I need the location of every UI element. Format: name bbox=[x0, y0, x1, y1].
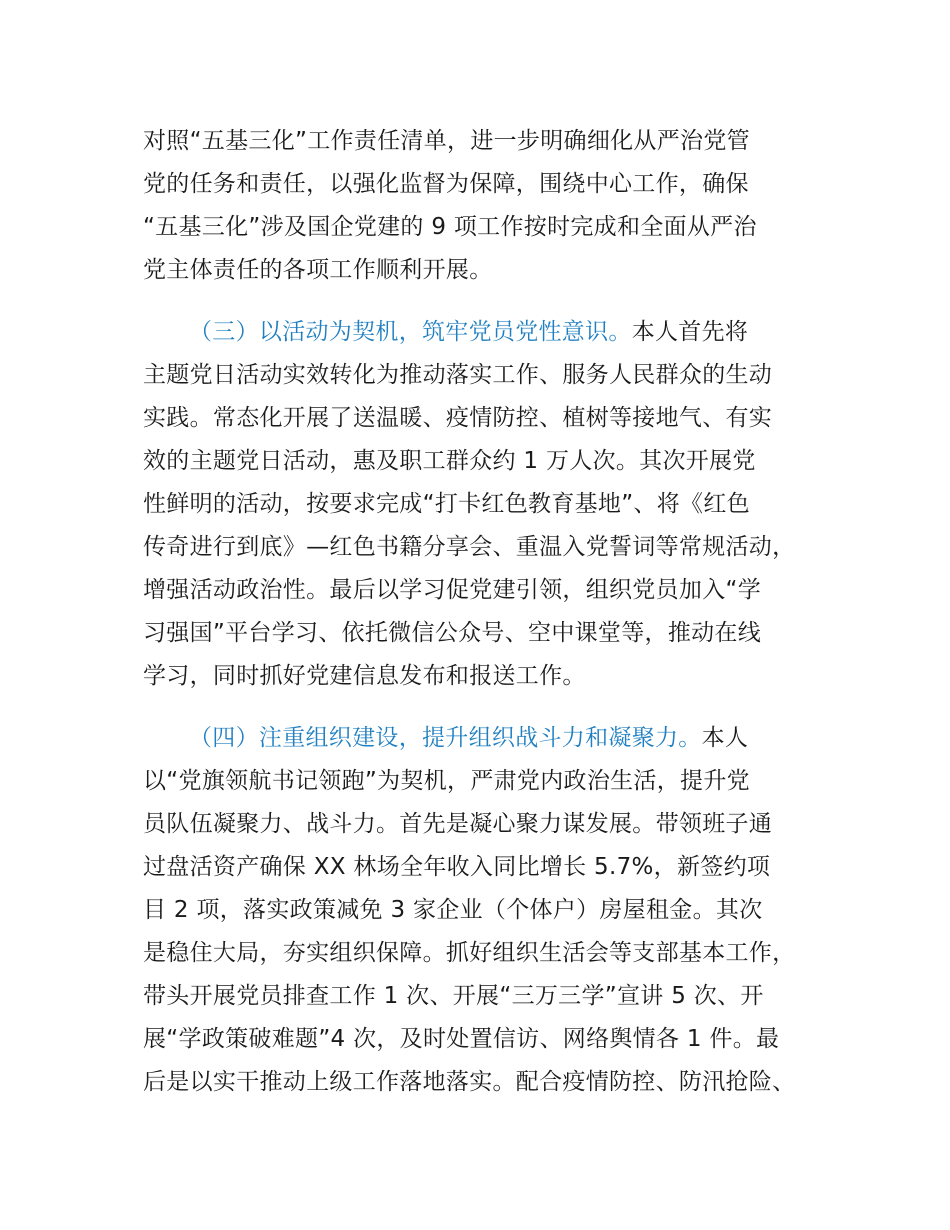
paragraph-2-line-5: 性鲜明的活动，按要求完成“打卡红色教育基地”、将《红色 bbox=[143, 491, 750, 517]
paragraph-2-line-2: 主题党日活动实效转化为推动落实工作、服务人民群众的生动 bbox=[143, 362, 773, 388]
paragraph-1-line-2: 党的任务和责任，以强化监督为保障，围绕中心工作，确保 bbox=[143, 171, 749, 197]
paragraph-3-lead-text: 本人 bbox=[701, 725, 749, 751]
paragraph-1-line-1: 对照“五基三化”工作责任清单，进一步明确细化从严治党管 bbox=[143, 128, 750, 154]
section-heading-4: （四）注重组织建设，提升组织战斗力和凝聚力。 bbox=[189, 725, 702, 751]
paragraph-3-line-8: 展“学政策破难题”4 次，及时处置信访、网络舆情各 1 件。最 bbox=[143, 1026, 780, 1052]
paragraph-3-line-9: 后是以实干推动上级工作落地落实。配合疫情防控、防汛抢险、 bbox=[143, 1069, 796, 1095]
paragraph-2-line-9: 学习，同时抓好党建信息发布和报送工作。 bbox=[143, 663, 586, 689]
paragraph-2-line-7: 增强活动政治性。最后以学习促党建引领，组织党员加入“学 bbox=[143, 577, 762, 603]
paragraph-2-lead-text: 本人首先将 bbox=[631, 319, 749, 345]
paragraph-2-line-4: 效的主题党日活动，惠及职工群众约 1 万人次。其次开展党 bbox=[143, 448, 756, 474]
paragraph-3-line-6: 是稳住大局，夯实组织保障。抓好组织生活会等支部基本工作， bbox=[143, 940, 796, 966]
paragraph-1-line-4: 党主体责任的各项工作顺利开展。 bbox=[143, 257, 493, 283]
paragraph-1-line-3: “五基三化”涉及国企党建的 9 项工作按时完成和全面从严治 bbox=[143, 214, 757, 240]
section-heading-3: （三）以活动为契机，筑牢党员党性意识。 bbox=[189, 319, 632, 345]
paragraph-3-line-7: 带头开展党员排查工作 1 次、开展“三万三学”宣讲 5 次、开 bbox=[143, 983, 764, 1009]
paragraph-3-line-4: 过盘活资产确保 XX 林场全年收入同比增长 5.7%，新签约项 bbox=[143, 854, 771, 880]
paragraph-2-line-6: 传奇进行到底》—红色书籍分享会、重温入党誓词等常规活动， bbox=[143, 534, 796, 560]
paragraph-2-line-1 bbox=[143, 317, 843, 347]
paragraph-2-line-8: 习强国”平台学习、依托微信公众号、空中课堂等，推动在线 bbox=[143, 620, 762, 646]
paragraph-3-line-1 bbox=[143, 723, 843, 753]
paragraph-3-line-5: 目 2 项，落实政策减免 3 家企业（个体户）房屋租金。其次 bbox=[143, 897, 763, 923]
paragraph-3-line-2: 以“党旗领航书记领跑”为契机，严肃党内政治生活，提升党 bbox=[143, 768, 750, 794]
paragraph-2-line-3: 实践。常态化开展了送温暖、疫情防控、植树等接地气、有实 bbox=[143, 405, 773, 431]
paragraph-3-line-3: 员队伍凝聚力、战斗力。首先是凝心聚力谋发展。带领班子通 bbox=[143, 811, 773, 837]
